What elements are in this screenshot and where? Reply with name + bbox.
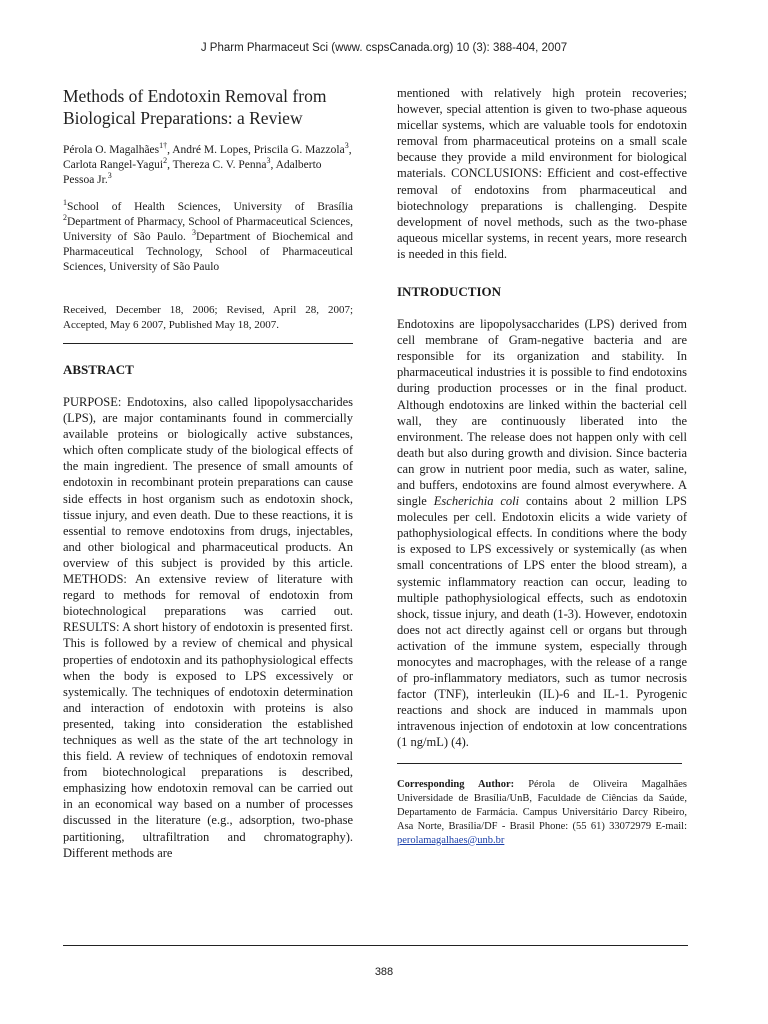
author-name: Priscila G. Mazzola	[253, 144, 345, 156]
affiliation-text: Department of Biochemical and Pharmaceutical Technology, School of Pharmaceutical Sciences, University of São Paulo	[63, 231, 353, 273]
introduction-text	[397, 316, 687, 751]
author-list	[63, 143, 353, 188]
abstract-heading: ABSTRACT	[63, 362, 134, 377]
author-affiliation-mark: 3	[107, 171, 112, 181]
author-separator: ,	[167, 159, 173, 171]
affiliation-mark: 2	[63, 213, 67, 223]
section-divider	[63, 343, 353, 344]
author-separator: ,	[167, 144, 173, 156]
affiliation-mark: 3	[192, 228, 196, 238]
author-name: Carlota Rangel-Yagui	[63, 159, 164, 171]
affiliation-mark: 1	[63, 198, 67, 208]
author-separator: ,	[348, 144, 352, 156]
introduction-text-part-2: contains about 2 million LPS molecules per cell. Endotoxin elicits a wide variety of pathophysiological effects. In conditions where the body is exposed to LPS excessively or systemically (as when small concentrations of LPS enter the blood stream), a systemic inflammatory reaction can occur, leading to multiple pathophysiological effects, such as endotoxin shock, tissue injury, and death (1-3). However, endotoxin does not act directly against cell or organs but through activation of the immune system, especially through monocytes and macrophages, with the release of a range of pro-inflammatory mediators, such as tumor necrosis factor (TNF), interleukin (IL)-6 and IL-1. Pyrogenic reactions and shock are induced in mammals upon intravenous injection of endotoxin at low concentrations (1 ng/mL) (4).	[397, 494, 687, 750]
left-column	[63, 85, 353, 861]
right-column	[397, 85, 687, 848]
author-separator: ,	[247, 144, 254, 156]
abstract-continuation: mentioned with relatively high protein recoveries; however, special attention is given to two-phase aqueous micellar systems, which are valuable tools for endotoxin removal from pharmaceutical proteins on a small scale because they provide a mild environment for biological materials. CONCLUSIONS: Efficient and cost-effective removal of endotoxins from pharmaceutical and biotechnology preparations is challenging. Despite development of novel methods, such as the two-phase aqueous micellar systems, in recent years, more research is needed in this field.	[397, 86, 687, 261]
author-email-link[interactable]: perolamagalhaes@unb.br	[397, 834, 505, 846]
title-line-1: Methods of Endotoxin Removal from	[63, 86, 327, 106]
author-name: André M. Lopes	[172, 144, 248, 156]
received-dates: Received, December 18, 2006; Revised, April 28, 2007; Accepted, May 6 2007, Published May 18, 2007.	[63, 304, 353, 331]
author-affiliation-mark: 3	[266, 156, 271, 166]
author-affiliation-mark: 1†	[159, 141, 168, 151]
introduction-heading: INTRODUCTION	[397, 284, 502, 300]
author-name: Pérola O. Magalhães	[63, 144, 160, 156]
affiliations	[63, 200, 353, 275]
author-name: Thereza C. V. Penna	[172, 159, 267, 171]
corresponding-author-details: Pérola de Oliveira Magalhães Universidade de Brasília/UnB, Faculdade de Ciências da Saúde, Departamento de Farmácia. Campus Universitário Darcy Ribeiro, Asa Norte, Brasília/DF - Brasil Phone: (55 61) 33072979 E-mail:	[397, 778, 687, 832]
abstract-text: PURPOSE: Endotoxins, also called lipopolysaccharides (LPS), are major contaminants found in commercially available proteins or biologically active substances, which often complicate study of the biological effects of the main ingredient. The presence of small amounts of endotoxin in recombinant protein preparations can cause side effects in host organism such as endotoxin shock, tissue injury, and even death. Due to these reactions, it is essential to remove endotoxins from drugs, injectables, and other biological and pharmaceutical products. An overview of this subject is provided by this article. METHODS: An extensive review of literature with regard to methods for removal of endotoxin from biotechnological preparations was carried out. RESULTS: A short history of endotoxin is presented first. This is followed by a review of chemical and physical properties of endotoxin and its pathophysiological effects when the body is exposed to LPS excessively or systemically. The techniques of endotoxin determination and interaction of endotoxin with proteins is also presented, taking into consideration the established techniques as well as the state of the art technology in this field. A review of techniques of endotoxin removal from biotechnological preparations is described, emphasizing how endotoxin removal can be carried out in an economical way based on a number of processes discussed in the literature (e.g., adsorption, two-phase partitioning, ultrafiltration and chromatography). Different methods are	[63, 395, 353, 860]
affiliation-text: Department of Pharmacy, School of Pharmaceutical Sciences, University of São Paulo.	[63, 216, 353, 243]
author-affiliation-mark: 2	[163, 156, 168, 166]
species-name: Escherichia coli	[433, 494, 520, 509]
footer-divider	[63, 945, 688, 946]
author-affiliation-mark: 3	[344, 141, 349, 151]
page-number: 388	[374, 966, 394, 978]
title-line-2: Biological Preparations: a Review	[63, 108, 303, 128]
corresponding-author-label: Corresponding Author:	[397, 778, 515, 790]
article-title	[63, 85, 353, 129]
corresponding-author	[397, 778, 687, 848]
affiliation-text: School of Health Sciences, University of Brasília	[67, 201, 353, 213]
author-separator: ,	[270, 159, 276, 171]
introduction-text-part-1: Endotoxins are lipopolysaccharides (LPS) derived from cell membrane of Gram-negative bacteria and are responsible for its organization and stability. In pharmaceutical industries it is possible to find endotoxins during production processes or in the final product. Although endotoxins are linked within the bacterial cell wall, they are continuously liberated into the environment. The release does not happen only with cell death but also during growth and division. Since bacteria can grow in nutrient poor media, such as water, saline, and buffers, endotoxins are found almost everywhere. A single	[397, 317, 687, 509]
footnote-divider	[397, 763, 682, 764]
author-name: Adalberto Pessoa Jr.	[63, 159, 322, 186]
journal-header: J Pharm Pharmaceut Sci (www. cspsCanada.org) 10 (3): 388-404, 2007	[200, 42, 568, 54]
